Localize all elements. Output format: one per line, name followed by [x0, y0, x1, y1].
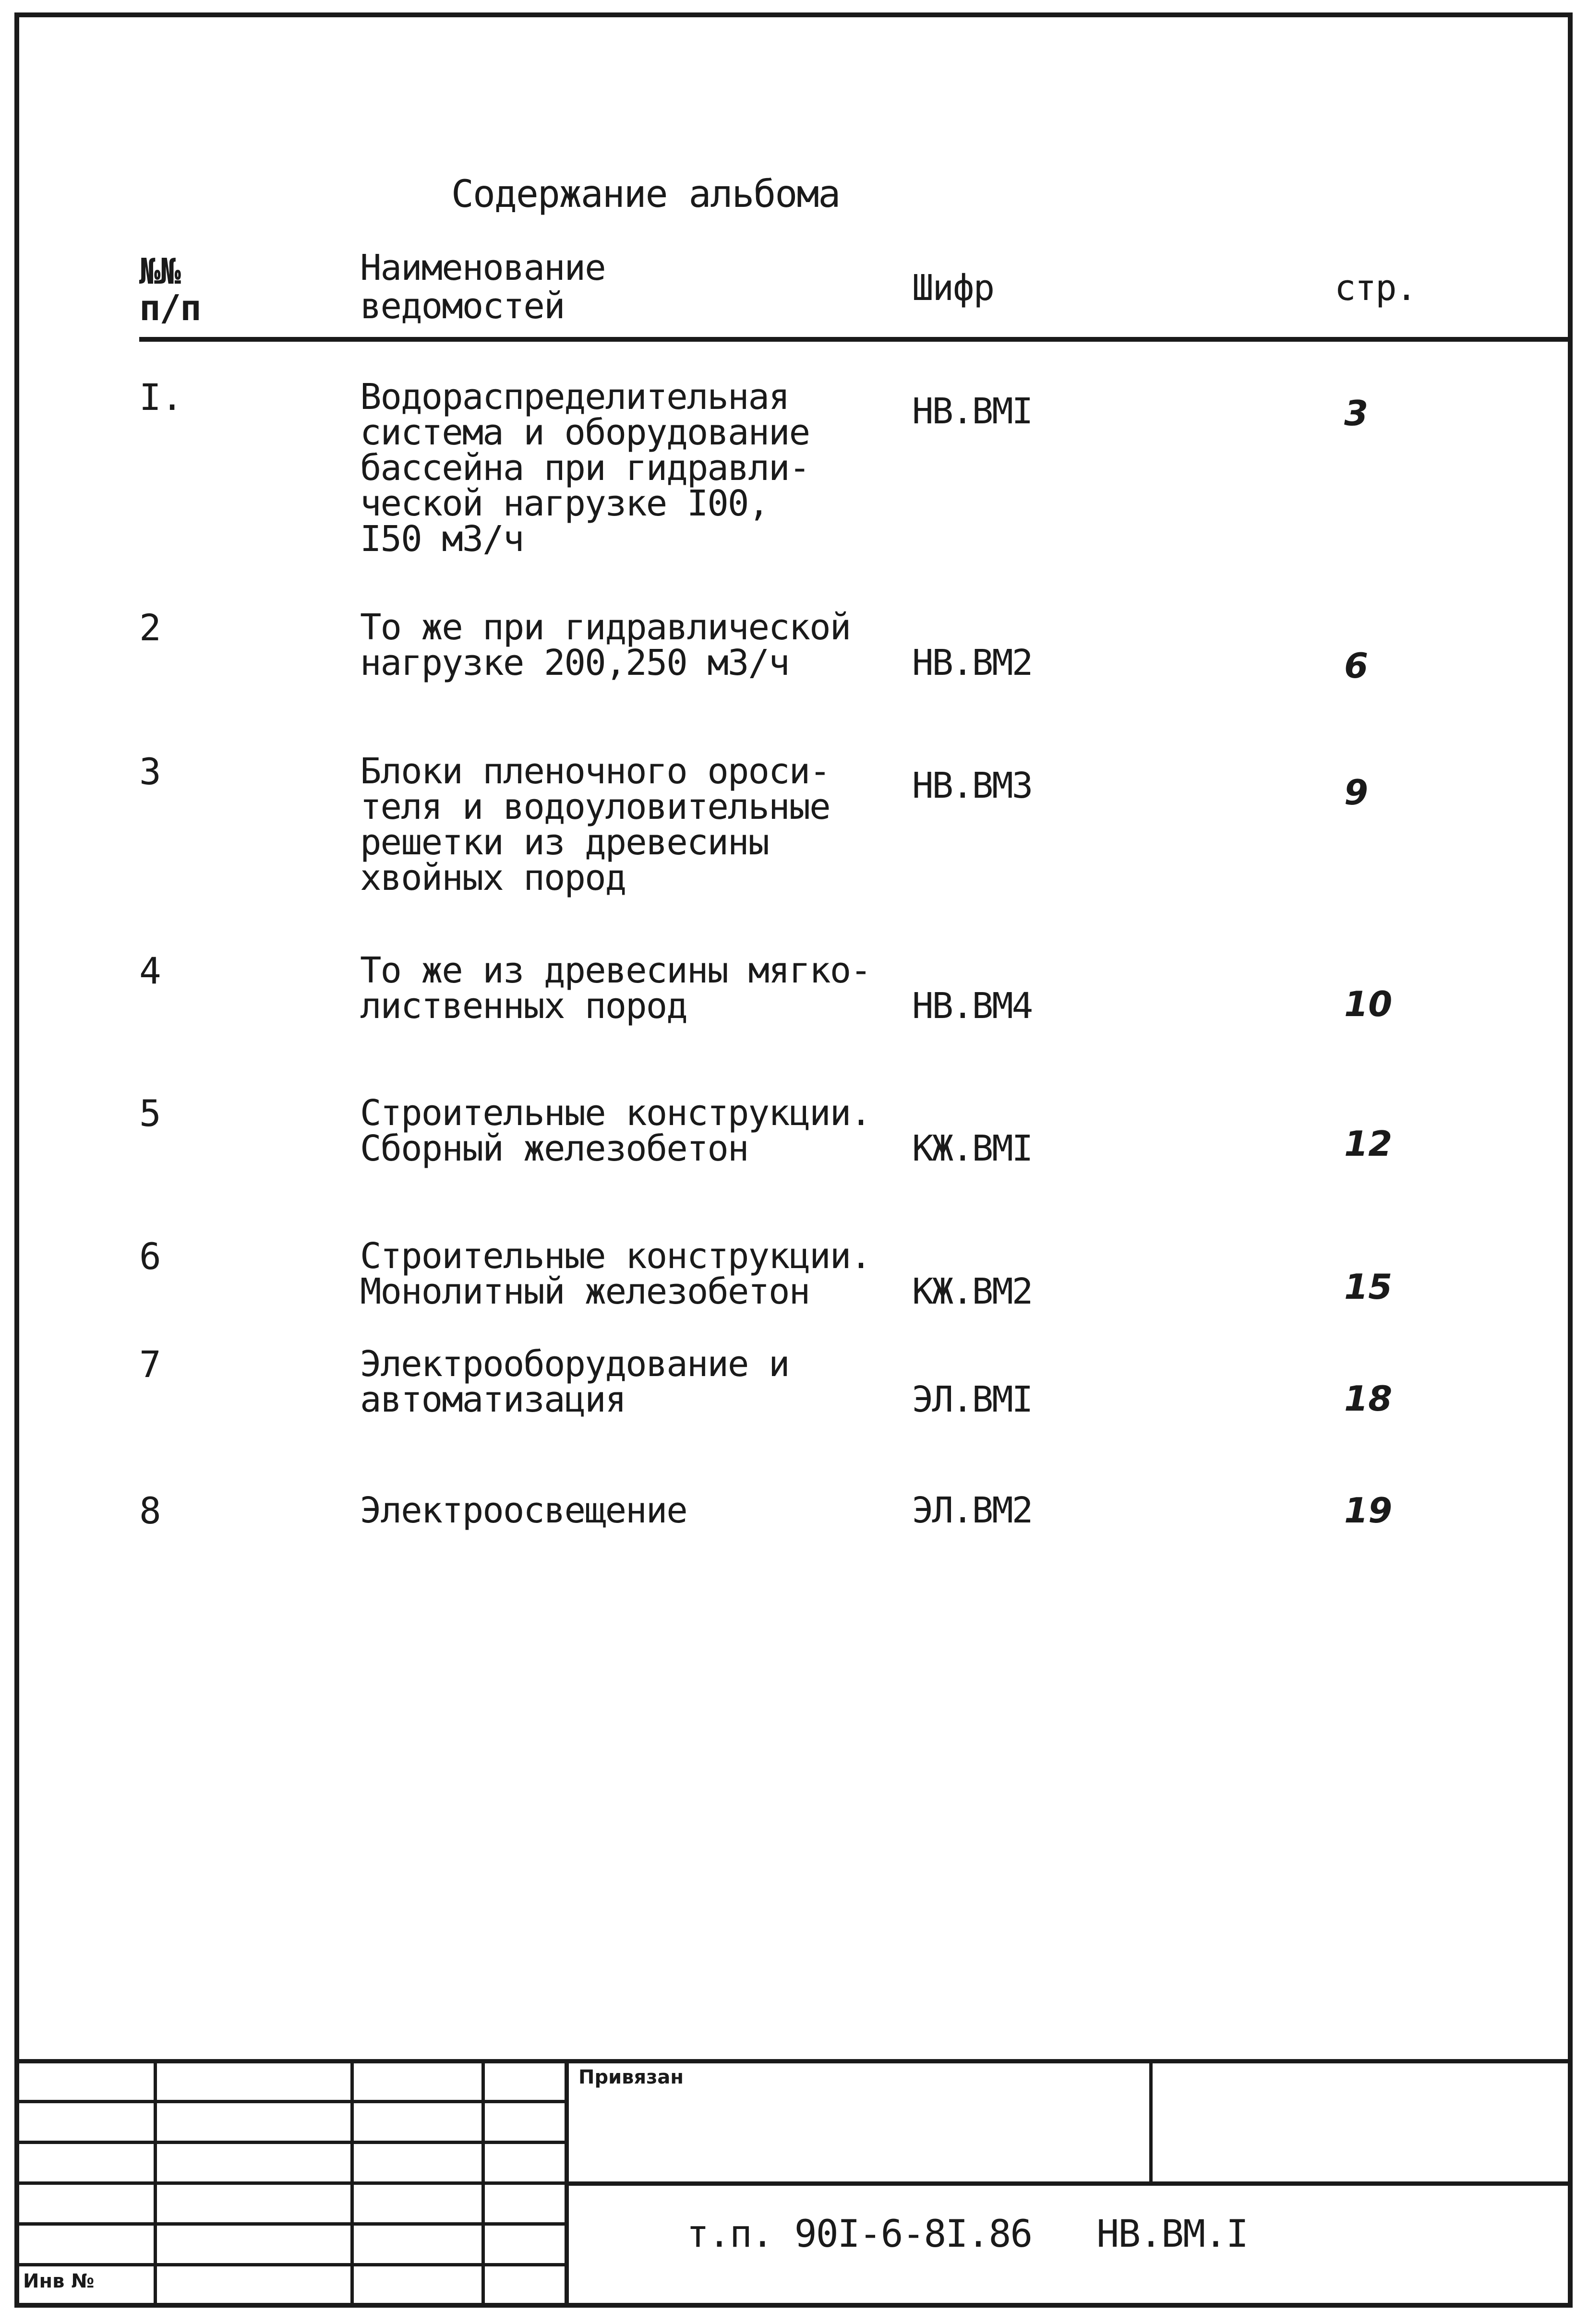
row-number: 5: [139, 1092, 161, 1135]
row-page: 18: [1344, 1378, 1393, 1419]
stamp-line: [1149, 2059, 1153, 2181]
row-name: Электроосвещение: [360, 1490, 687, 1531]
header-number: №№ п/п: [139, 251, 201, 329]
row-name: То же из древесины мягко- лиственных пород: [360, 950, 871, 1027]
stamp-line: [14, 2263, 568, 2266]
stamp-line: [14, 2181, 568, 2185]
header-rule: [139, 337, 1573, 342]
row-page: 12: [1344, 1124, 1393, 1164]
row-name: Водораспределительная система и оборудование бассейна при гидравли- ческой нагрузке I00, I50 м3/ч: [360, 376, 810, 560]
inventory-label: Инв №: [23, 2270, 95, 2292]
row-name: То же при гидравлической нагрузке 200,250 м3/ч: [360, 607, 851, 683]
row-number: 7: [139, 1343, 161, 1386]
stamp-line: [14, 2059, 1573, 2063]
row-number: 6: [139, 1235, 161, 1278]
stamp-line: [350, 2059, 354, 2308]
row-name: Строительные конструкции. Сборный железобетон: [360, 1092, 871, 1169]
row-name: Блоки пленочного ороси- теля и водоуловительные решетки из древесины хвойных пород: [360, 751, 830, 898]
row-number: 8: [139, 1489, 161, 1532]
stamp-line: [14, 2141, 568, 2144]
row-number: 3: [139, 750, 161, 793]
row-name: Электрооборудование и автоматизация: [360, 1343, 789, 1420]
row-number: I.: [139, 376, 183, 419]
stamp-line: [14, 2222, 568, 2226]
row-name: Строительные конструкции. Монолитный железобетон: [360, 1235, 871, 1312]
page-title: Содержание альбома: [451, 173, 840, 216]
bound-label: Привязан: [578, 2066, 684, 2088]
row-page: 6: [1344, 646, 1369, 686]
row-number: 2: [139, 606, 161, 649]
document-code: т.п. 90I-6-8I.86 НВ.ВМ.I: [686, 2213, 1248, 2256]
row-code: КЖ.ВМ2: [912, 1271, 1032, 1312]
header-page: стр.: [1335, 267, 1417, 309]
stamp-line: [481, 2059, 485, 2308]
row-code: НВ.ВМI: [912, 391, 1032, 432]
stamp-line: [14, 2100, 568, 2103]
row-number: 4: [139, 949, 161, 992]
row-code: ЭЛ.ВМI: [912, 1379, 1032, 1420]
header-code: Шифр: [912, 267, 994, 309]
header-name: Наименование ведомостей: [360, 247, 605, 327]
stamp-line: [568, 2181, 1573, 2186]
row-code: НВ.ВМ2: [912, 642, 1032, 683]
row-page: 10: [1344, 984, 1393, 1024]
row-page: 9: [1344, 772, 1369, 813]
row-page: 19: [1344, 1490, 1393, 1531]
row-page: 3: [1344, 393, 1369, 433]
row-code: НВ.ВМ4: [912, 985, 1032, 1027]
row-page: 15: [1344, 1267, 1393, 1307]
row-code: ЭЛ.ВМ2: [912, 1490, 1032, 1531]
stamp-line: [154, 2059, 157, 2308]
row-code: НВ.ВМ3: [912, 765, 1032, 806]
stamp-line: [565, 2059, 569, 2308]
row-code: КЖ.ВМI: [912, 1128, 1032, 1169]
